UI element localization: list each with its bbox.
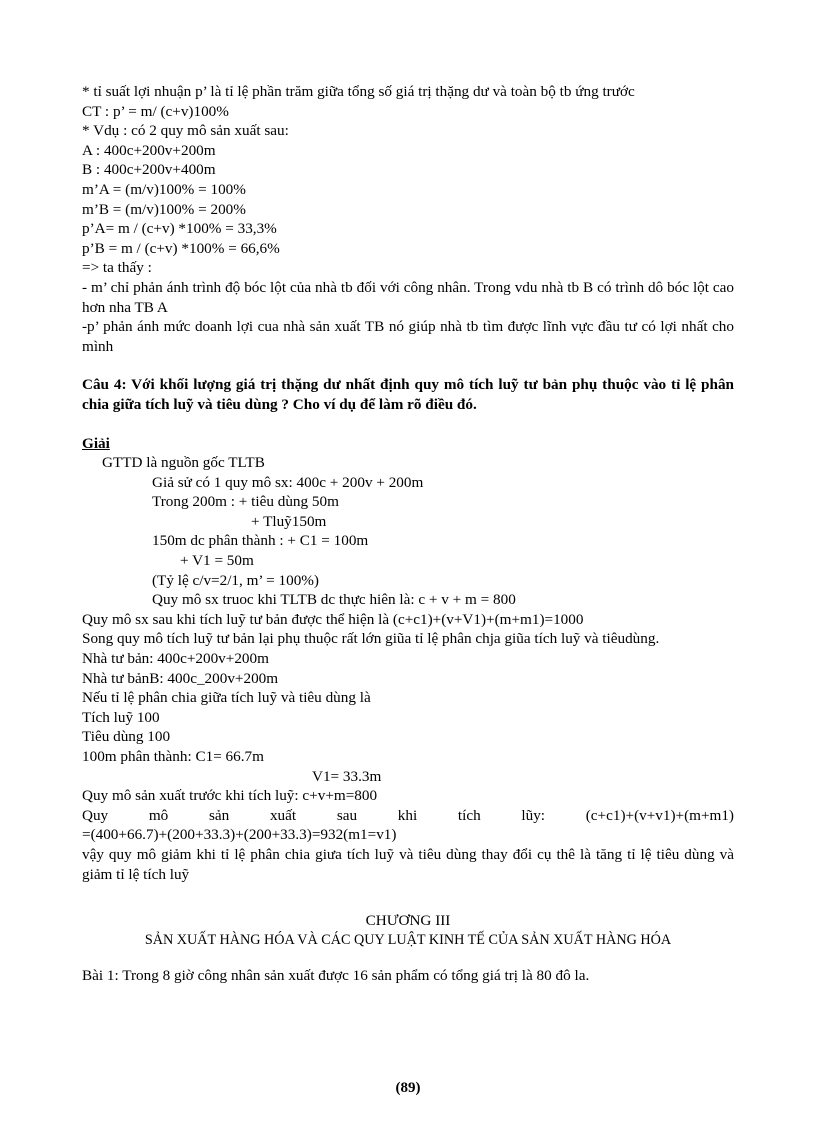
text-line: Tích luỹ 100 [82, 708, 160, 726]
text-line: Nhà tư bảnB: 400c_200v+200m [82, 669, 279, 687]
text-line: Trong 200m : + tiêu dùng 50m [152, 493, 339, 511]
text-line: (Tỷ lệ c/v=2/1, m’ = 100%) [152, 571, 319, 589]
formula-line: A : 400c+200v+200m [82, 141, 216, 159]
formula-line: m’A = (m/v)100% = 100% [82, 180, 246, 198]
spacer [82, 884, 734, 903]
text-line: Quy mô sản xuất trước khi tích luỹ: c+v+m=800 [82, 787, 378, 805]
text-line: 100m phân thành: C1= 66.7m [82, 748, 264, 765]
formula-line: CT : p’ = m/ (c+v)100% [82, 102, 229, 120]
solution-heading: Giải [82, 434, 110, 452]
text-line: + Tluỹ150m [251, 512, 327, 530]
text-line: Giả sử có 1 quy mô sx: 400c + 200v + 200m [152, 473, 424, 491]
text-line: Quy mô sx sau khi tích luỹ tư bản được thể hiện là (c+c1)+(v+V1)+(m+m1)=1000 [82, 610, 584, 628]
document-page [82, 82, 734, 986]
page-number: (89) [395, 1080, 421, 1096]
text-line: Quy mô sx truoc khi TLTB dc thực hiên là: c + v + m = 800 [152, 591, 516, 609]
text-line: + V1 = 50m [180, 552, 254, 570]
formula-line: p’A= m / (c+v) *100% = 33,3% [82, 220, 277, 238]
text-line: GTTD là nguồn gốc TLTB [102, 454, 265, 472]
text-line: Nhà tư bản: 400c+200v+200m [82, 650, 269, 668]
paragraph: Song quy mô tích luỹ tư bản lại phụ thuộc rất lớn giũa tỉ lệ phân chja giũa tích luỹ và tiêudùng. [82, 630, 660, 648]
chapter-subtitle: SẢN XUẤT HÀNG HÓA VÀ CÁC QUY LUẬT KINH TẾ CỦA SẢN XUẤT HÀNG HÓA [144, 931, 672, 948]
text-line: Tiêu dùng 100 [82, 728, 171, 746]
paragraph: - m’ chỉ phản ánh trình độ bóc lột của nhà tb đối với công nhân. Trong vdu nhà tb B có trình dô bóc lột cao hơn nha TB A [82, 278, 734, 316]
spacer [82, 903, 734, 911]
spacer [82, 950, 734, 966]
formula-line: p’B = m / (c+v) *100% = 66,6% [82, 239, 280, 257]
text-line: => ta thấy : [82, 259, 152, 277]
text-line: * Vdụ : có 2 quy mô sản xuất sau: [82, 122, 289, 140]
question-heading: Câu 4: Với khối lượng giá trị thặng dư nhất định quy mô tích luỹ tư bản phụ thuộc vào tỉ lệ phân chia giữa tích luỹ và tiêu dùng ? Cho ví dụ để làm rõ điều đó. [82, 376, 734, 413]
text-line: * tỉ suất lợi nhuận p’ là tỉ lệ phần trăm giữa tổng số giá trị thặng dư và toàn bộ tb ứng trước [82, 83, 635, 100]
spacer [82, 415, 734, 434]
formula-line: m’B = (m/v)100% = 200% [82, 200, 246, 218]
spread-line: Quy mô sản xuất sau khi tích lũy: (c+c1)+(v+v1)+(m+m1) [82, 806, 734, 824]
text-line: 150m dc phân thành : + C1 = 100m [152, 532, 369, 550]
text-line: V1= 33.3m [312, 767, 382, 785]
formula-line: B : 400c+200v+400m [82, 161, 216, 179]
text-line: =(400+66.7)+(200+33.3)+(200+33.3)=932(m1=v1) [82, 826, 397, 844]
exercise-line: Bài 1: Trong 8 giờ công nhân sản xuất được 16 sản phẩm có tổng giá trị là 80 đô la. [82, 967, 590, 985]
paragraph: vậy quy mô giảm khi tỉ lệ phân chia giưa tích luỹ và tiêu dùng thay đổi cụ thê là tăng tỉ lệ tiêu dùng và giảm tỉ lệ tích luỹ [82, 845, 734, 883]
paragraph: -p’ phản ánh mức doanh lợi cua nhà sản xuất TB nó giúp nhà tb tìm được lĩnh vực đầu tư có lợi nhất cho mình [82, 318, 734, 355]
text-line: Nếu tỉ lệ phân chia giữa tích luỹ và tiêu dùng là [82, 689, 371, 707]
spacer [82, 356, 734, 375]
chapter-title: CHƯƠNG III [365, 912, 451, 930]
